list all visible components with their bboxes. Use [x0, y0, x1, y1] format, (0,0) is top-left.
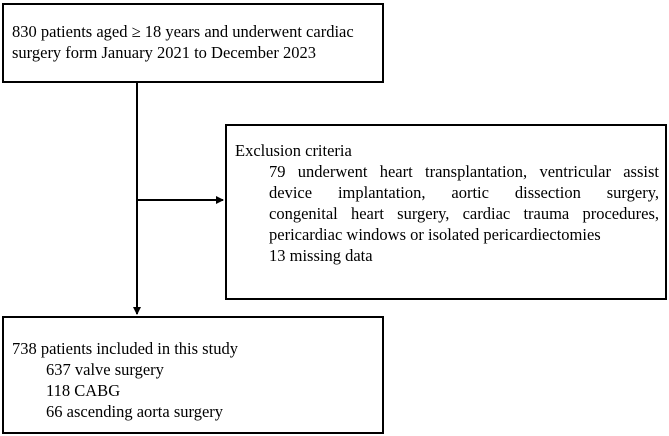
included-item-cabg: 118 CABG	[46, 381, 121, 400]
exclusion-item-line: device implantation, aortic dissection surgery,	[269, 183, 659, 202]
enrollment-text-line-2: surgery form January 2021 to December 2023	[12, 43, 316, 62]
exclusion-item-procedures	[235, 161, 659, 245]
included-item-ascending-aorta: 66 ascending aorta surgery	[46, 402, 224, 421]
exclusion-item-missing-data: 13 missing data	[269, 246, 373, 265]
exclusion-criteria-box	[225, 124, 667, 300]
exclusion-criteria-title: Exclusion criteria	[235, 141, 352, 160]
exclusion-item-line: 79 underwent heart transplantation, ventricular assist	[269, 162, 659, 181]
enrollment-box	[2, 3, 384, 83]
exclusion-item-line: congenital heart surgery, cardiac trauma procedures,	[269, 204, 659, 223]
included-patients-title: 738 patients included in this study	[12, 339, 238, 358]
exclusion-item-line: pericardiac windows or isolated pericardiectomies	[269, 225, 601, 244]
included-item-valve-surgery: 637 valve surgery	[46, 360, 164, 379]
included-patients-box	[2, 316, 384, 434]
enrollment-text-line-1: 830 patients aged ≥ 18 years and underwent cardiac	[12, 22, 354, 41]
